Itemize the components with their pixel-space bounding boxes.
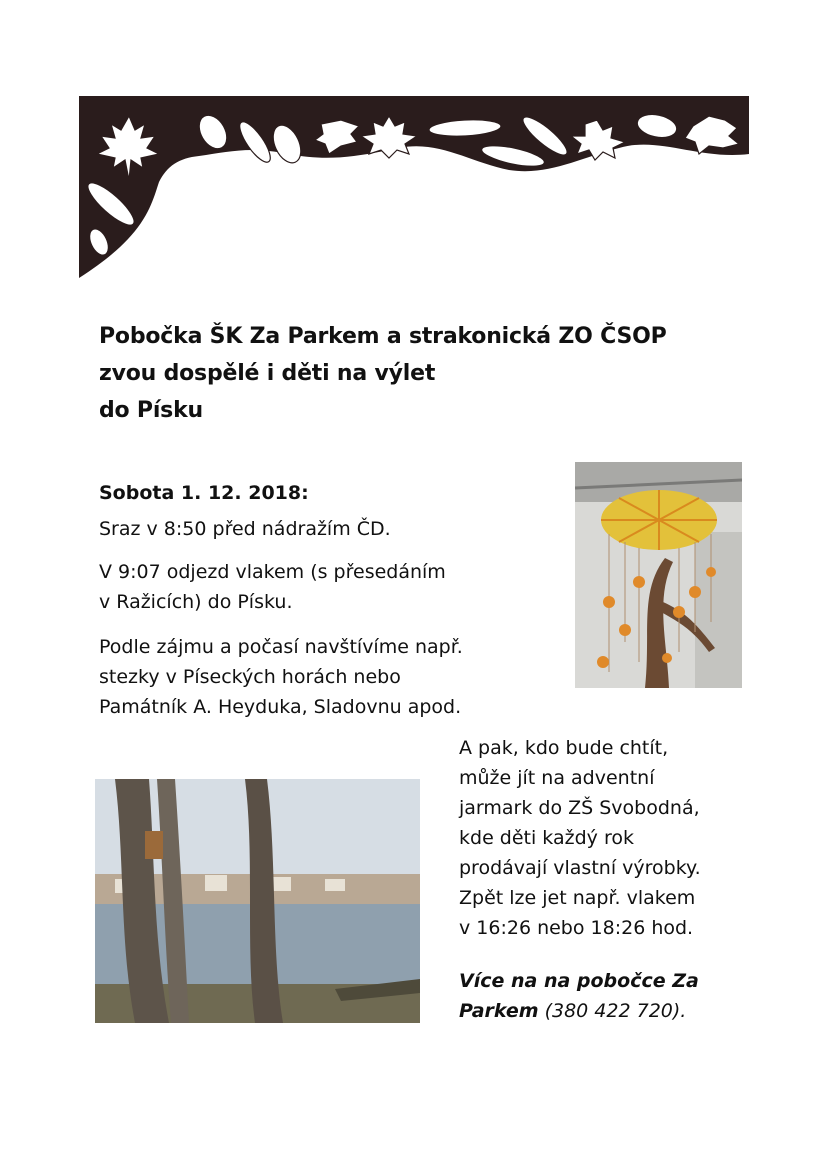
- leaf-mobile-photo: [575, 462, 742, 688]
- contact-phone: (380 422 720).: [538, 1000, 687, 1022]
- text-line: prodávají vlastní výrobky.: [459, 857, 701, 879]
- text-line: Podle zájmu a počasí navštívíme např.: [99, 636, 463, 658]
- text-line: Sraz v 8:50 před nádražím ČD.: [99, 518, 391, 540]
- text-line: Památník A. Heyduka, Sladovnu apod.: [99, 696, 462, 718]
- text-line: v 16:26 nebo 18:26 hod.: [459, 917, 694, 939]
- text-line: A pak, kdo bude chtít,: [459, 737, 669, 759]
- text-line: kde děti každý rok: [459, 827, 634, 849]
- contact-name: Parkem: [459, 1000, 539, 1022]
- heading-line: do Písku: [99, 398, 203, 423]
- text-line: jarmark do ZŠ Svobodná,: [459, 797, 700, 819]
- text-line: v Ražicích) do Písku.: [99, 591, 293, 613]
- text-line: Více na na pobočce Za: [459, 970, 699, 992]
- meeting-text: [99, 514, 391, 544]
- invitation-heading: [99, 318, 667, 429]
- leaf-banner: [79, 96, 749, 280]
- text-line: V 9:07 odjezd vlakem (s přesedáním: [99, 561, 446, 583]
- contact-text: [459, 966, 699, 1026]
- event-date: Sobota 1. 12. 2018:: [99, 482, 309, 504]
- heading-line: Pobočka ŠK Za Parkem a strakonická ZO ČSOP: [99, 324, 667, 349]
- heading-line: zvou dospělé i děti na výlet: [99, 361, 436, 386]
- text-line: Zpět lze jet např. vlakem: [459, 887, 696, 909]
- visit-text: [99, 632, 463, 722]
- text-line: může jít na adventní: [459, 767, 655, 789]
- market-text: [459, 733, 701, 943]
- train-text: [99, 557, 446, 617]
- text-line: stezky v Píseckých horách nebo: [99, 666, 401, 688]
- pond-photo: [95, 779, 420, 1023]
